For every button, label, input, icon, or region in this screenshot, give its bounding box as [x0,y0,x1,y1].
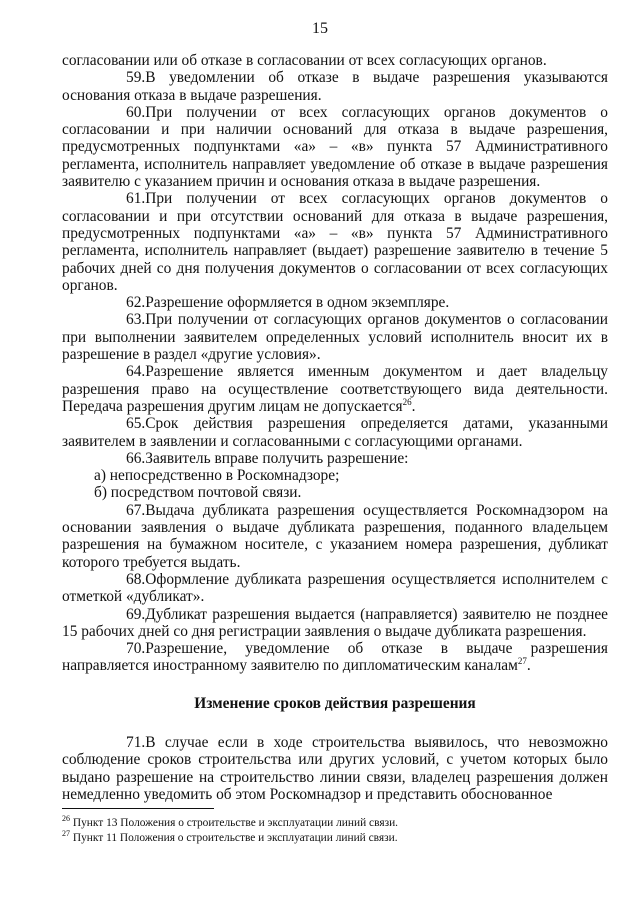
footnote-26: $^{26}$ Пункт 13 Положения о строительстве и эксплуатации линий связи. [62,814,399,829]
footnote-ref-27: 27 [517,656,527,667]
footnote-ref-26: 26 [402,396,412,407]
body-text [62,52,608,803]
paragraph-59: 59.В уведомлении об отказе в выдаче разрешения указываются основания отказа в выдаче разрешения. [62,69,608,104]
footnote-divider [62,808,214,809]
paragraph-64: 64.Разрешение является именным документом и дает владельцу разрешения право на осуществление соответствующего вида деятельности. Передача разрешения другим лицам не допускается$^{26}$. [62,363,608,415]
paragraph-61: 61.При получении от всех согласующих органов документов о согласовании и при отсутствии оснований для отказа в выдаче разрешения, предусмотренных подпунктами «а» – «в» пункта 57 Административного регламента, исполнитель направляет (выдает) разрешение заявителю в течение 5 рабочих дней со дня получения документов о согласовании от всех согласующих органов. [62,190,608,294]
paragraph-71: 71.В случае если в ходе строительства выявилось, что невозможно соблюдение сроков строительства или других условий, с учетом которых было выдано разрешение на строительство линии связи, владелец разрешения должен немедленно уведомить об этом Роскомнадзор и представить обоснованное [62,733,608,803]
paragraph-63: 63.При получении от согласующих органов документов о согласовании при выполнении заявителем определенных условий исполнитель вносит их в разрешение в раздел «другие условия». [62,311,608,364]
list-item-a: а) непосредственно в Роскомнадзоре; [94,467,340,485]
footnotes [62,816,608,846]
paragraph-65: 65.Срок действия разрешения определяется датами, указанными заявителем в заявлении и согласованными с согласующими органами. [62,415,608,450]
paragraph-60: 60.При получении от всех согласующих органов документов о согласовании и при наличии оснований для отказа в выдаче разрешения, предусмотренных подпунктами «а» – «в» пункта 57 Административного регламента, исполнитель направляет уведомление об отказе в выдаче разрешения заявителю с указанием причин и основания отказа в выдаче разрешения. [62,103,608,191]
paragraph-68: 68.Оформление дубликата разрешения осуществляется исполнителем с отметкой «дубликат». [62,570,608,606]
section-heading: Изменение сроков действия разрешения [194,694,476,712]
paragraph-continuation: согласовании или об отказе в согласовании от всех согласующих органов. [62,52,547,69]
paragraph-69: 69.Дубликат разрешения выдается (направляется) заявителю не позднее 15 рабочих дней со дня регистрации заявления о выдаче дубликата разрешения. [62,605,608,640]
paragraph-67: 67.Выдача дубликата разрешения осуществляется Роскомнадзором на основании заявления о выдаче дубликата разрешения, поданного владельцем разрешения на бумажном носителе, с указанием номера разрешения, дубликат которого требуется выдать. [62,501,608,571]
list-item-b: б) посредством почтовой связи. [94,484,302,502]
footnote-27: $^{27}$ Пункт 11 Положения о строительстве и эксплуатации линий связи. [62,829,398,844]
page-number: 15 [312,20,328,37]
paragraph-70: 70.Разрешение, уведомление об отказе в выдаче разрешения направляется иностранному заявителю по дипломатическим каналам$^{27}$. [62,640,608,675]
paragraph-62: 62.Разрешение оформляется в одном экземпляре. [126,294,450,312]
paragraph-66: 66.Заявитель вправе получить разрешение: [126,449,409,467]
